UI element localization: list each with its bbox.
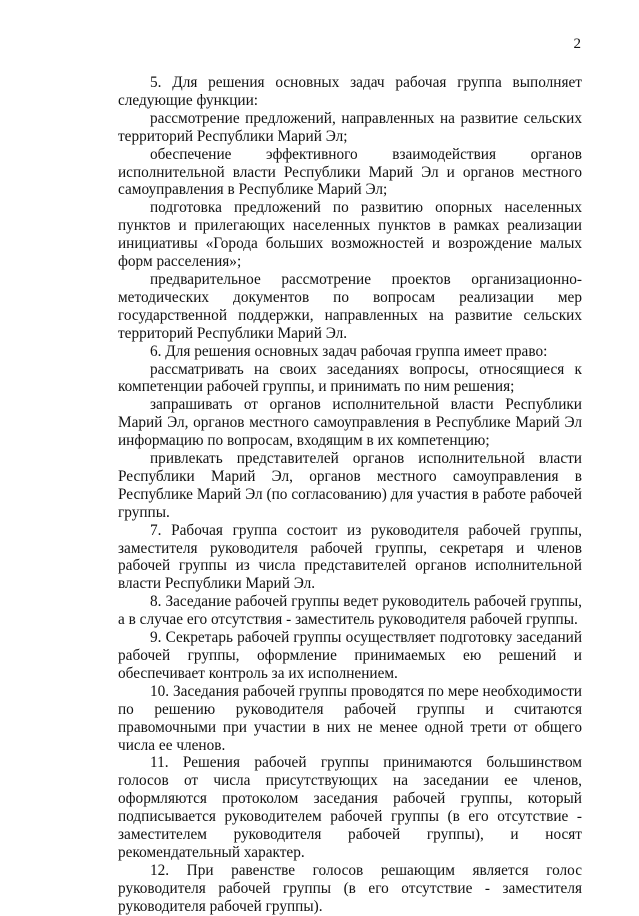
paragraph: запрашивать от органов исполнительной власти Республики Марий Эл, органов местного самоуправления в Республике Марий Эл информацию по вопросам, входящим в их компетенцию; xyxy=(118,396,582,450)
paragraph: 9. Секретарь рабочей группы осуществляет подготовку заседаний рабочей группы, оформление принимаемых ею решений и обеспечивает контроль за их исполнением. xyxy=(118,629,582,682)
paragraph: подготовка предложений по развитию опорных населенных пунктов и прилегающих населенных пунктов в рамках реализации инициативы «Города больших возможностей и возрождение малых форм расселения»; xyxy=(118,199,582,271)
paragraph: предварительное рассмотрение проектов организационно-методических документов по вопросам реализации мер государственной поддержки, направленных на развитие сельских территорий Республики Марий Эл. xyxy=(118,270,582,342)
paragraph: 7. Рабочая группа состоит из руководителя рабочей группы, заместителя руководителя рабочей группы, секретаря и членов рабочей группы из числа представителей органов исполнительной власти Республики Марий Эл. xyxy=(118,521,582,593)
document-body xyxy=(118,74,582,916)
paragraph: 10. Заседания рабочей группы проводятся по мере необходимости по решению руководителя рабочей группы и считаются правомочными при участии в них не менее одной трети от общего числа ее членов. xyxy=(118,682,582,754)
paragraph: 5. Для решения основных задач рабочая группа выполняет следующие функции: xyxy=(118,74,582,109)
paragraph: привлекать представителей органов исполнительной власти Республики Марий Эл, органов местного самоуправления в Республике Марий Эл (по согласованию) для участия в работе рабочей группы. xyxy=(118,450,582,521)
paragraph: 8. Заседание рабочей группы ведет руководитель рабочей группы, а в случае его отсутствия - заместитель руководителя рабочей группы. xyxy=(118,593,582,629)
paragraph: 12. При равенстве голосов решающим является голос руководителя рабочей группы (в его отсутствие - заместителя руководителя рабочей группы). xyxy=(118,861,582,915)
page-number: 2 xyxy=(573,36,581,52)
paragraph: рассматривать на своих заседаниях вопросы, относящиеся к компетенции рабочей группы, и принимать по ним решения; xyxy=(118,360,582,396)
paragraph: 6. Для решения основных задач рабочая группа имеет право: xyxy=(150,342,548,360)
paragraph: 11. Решения рабочей группы принимаются большинством голосов от числа присутствующих на заседании ее членов, оформляются протоколом заседания рабочей группы, который подписывается руководителем рабочей группы (в его отсутствие - заместителем руководителя рабочей группы), и носят рекомендательный характер. xyxy=(118,754,582,861)
paragraph: рассмотрение предложений, направленных на развитие сельских территорий Республики Марий Эл; xyxy=(118,109,582,145)
paragraph: обеспечение эффективного взаимодействия органов исполнительной власти Республики Марий Эл и органов местного самоуправления в Республике Марий Эл; xyxy=(118,145,582,199)
